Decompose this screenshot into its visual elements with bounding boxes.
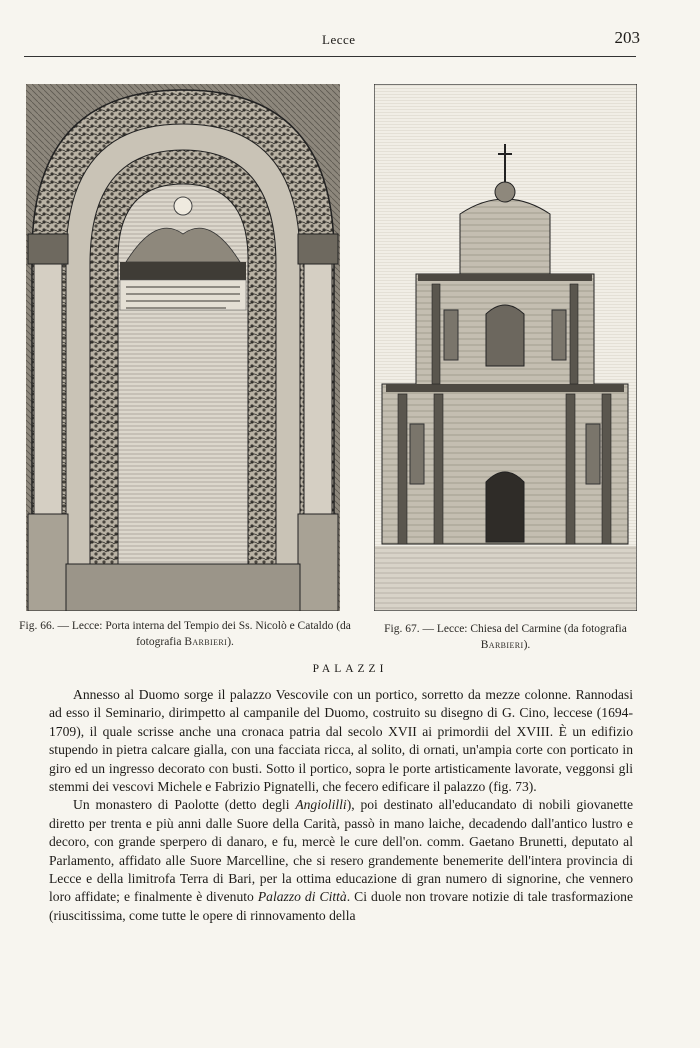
figure-66-caption-end: ).	[227, 636, 234, 648]
page-number: 203	[614, 28, 640, 47]
figure-66-photographer: Barbieri	[184, 636, 228, 648]
figure-67-church-illustration	[374, 84, 637, 611]
figure-67-photographer: Barbieri	[480, 639, 524, 651]
body-text	[49, 686, 633, 925]
figure-67-caption-end: ).	[523, 639, 531, 651]
paragraph	[49, 686, 633, 796]
page-header	[24, 28, 640, 54]
doorway-engraving	[26, 84, 340, 611]
figure-67-caption	[374, 621, 637, 653]
section-heading: PALAZZI	[312, 663, 388, 675]
text-run: ), poi destinato all'educandato di nobili giovanette diretto per trenta e più anni dalle Suore della Carità, passò in mano laiche, decadendo dall'antico lustro e decoro, con grande sperpero di danaro, e fu, mercè le cure dell'on. comm. Gaetano Brunetti, deputato al Parlamento, affidato alle Suore Marcelline, che si resero grandemente benemerite dell'intera provincia di Lecce e della limitrofa Terra di Bari, per la ottima educazione di gran numero di signorine, che vennero loro affidate; e finalmente è divenuto	[49, 797, 633, 905]
italic-run: Palazzo di Città	[257, 889, 347, 905]
text-run: . Ci duole non trovare notizie di tale trasformazione (riuscitissima, come tutte le opere di rinnovamento della	[49, 889, 633, 923]
paragraph	[49, 796, 633, 925]
running-head: Lecce	[322, 32, 356, 47]
italic-run: Angiolilli	[295, 797, 347, 813]
figure-66-caption-text: Fig. 66. — Lecce: Porta interna del Tempio dei Ss. Nicolò e Cataldo (da fotografia	[19, 620, 351, 648]
church-engraving	[374, 84, 637, 611]
text-run: Un monastero di Paolotte (detto degli	[73, 797, 296, 813]
header-rule	[24, 56, 636, 57]
figure-66-doorway-illustration	[26, 84, 340, 611]
text-run: Annesso al Duomo sorge il palazzo Vescovile con un portico, sorretto da mezze colonne. Rannodasi ad esso il Seminario, dirimpetto al campanile del Duomo, costruito su disegno di G. Cino, leccese (1694-1709), il quale scrisse anche una cronaca patria dal secolo XVII ai primordii del XVIII. È un edifizio stupendo in pietra calcare gialla, con una facciata ricca, al solito, di ornati, un'ampia corte con porticato in giro ed un ingresso decorato con busti. Sotto il portico, sopra le porte artisticamente lavorate, veggonsi gli stemmi dei vescovi Michele e Fabrizio Pignatelli, che fecero edificare il palazzo (fig. 73).	[49, 687, 633, 795]
figure-67-caption-text: Fig. 67. — Lecce: Chiesa del Carmine (da fotografia	[384, 623, 627, 635]
figure-66-caption	[10, 618, 360, 650]
